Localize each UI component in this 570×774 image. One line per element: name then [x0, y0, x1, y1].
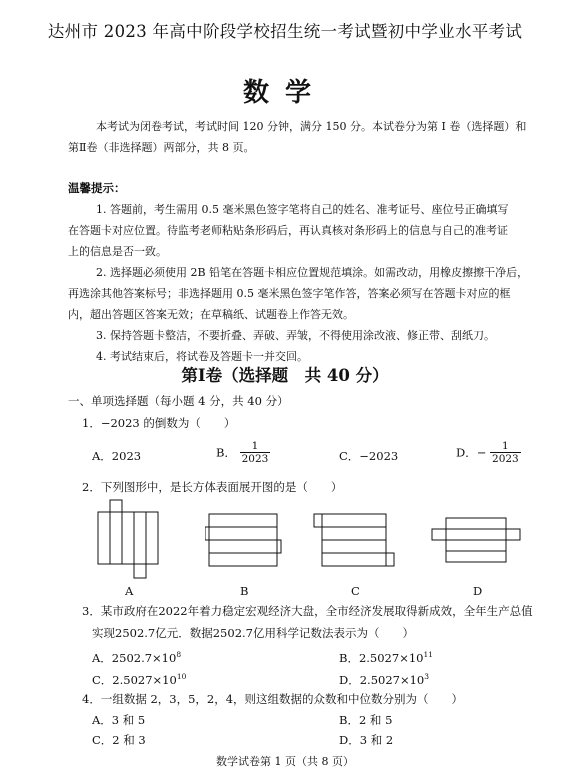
q3-option-a-text: A．2502.7×10 — [92, 650, 177, 665]
intro-line-2: 第Ⅱ卷（非选择题）两部分，共 8 页。 — [68, 141, 255, 154]
q1-option-b-fraction — [240, 440, 271, 465]
q1-option-a: A．2023 — [92, 449, 142, 463]
figure-d-left-face — [432, 529, 446, 540]
q1-b-numerator: 1 — [251, 440, 259, 452]
q1-d-numerator: 1 — [502, 440, 509, 452]
q1-option-c: C．−2023 — [339, 449, 399, 463]
notice-line: 3. 保持答题卡整洁，不要折叠、弄破、弄皱，不得使用涂改液、修正带、刮纸刀。 — [96, 329, 495, 342]
figure-a-top-face — [110, 500, 122, 512]
notice-line: 内，超出答题区答案无效；在草稿纸、试题卷上作答无效。 — [68, 308, 354, 321]
q3-option-b-exponent: 11 — [423, 650, 434, 659]
figure-b-right-face — [277, 540, 281, 553]
q1-option-d-label: D．− — [456, 445, 487, 460]
figure-a-label: A — [125, 584, 134, 598]
q4-option-a: A．3 和 5 — [92, 713, 146, 727]
figure-d-label: D — [473, 584, 483, 598]
figure-c — [310, 508, 400, 570]
figure-c-right-face — [386, 553, 394, 566]
notice-line: 在答题卡对应位置。待监考老师粘贴条形码后，再认真核对条形码上的信息与自己的准考证 — [68, 224, 508, 237]
q1-b-denominator: 2023 — [241, 453, 269, 465]
figure-c-label: C — [351, 584, 360, 598]
figure-a-body — [98, 512, 158, 564]
q4-option-d: D．3 和 2 — [339, 733, 394, 747]
question-4-stem: 4．一组数据 2，3，5，2，4，则这组数据的众数和中位数分别为（ ） — [82, 692, 464, 706]
q4-option-b: B．2 和 5 — [339, 713, 393, 727]
q1-option-b-label: B． — [216, 445, 236, 460]
q3-option-c — [92, 668, 186, 689]
notice-line: 2. 选择题必须使用 2B 铅笔在答题卡相应位置规范填涂。如需改动，用橡皮擦擦干净后， — [96, 266, 529, 279]
notice-line: 再选涂其他答案标号；非选择题用 0.5 毫米黑色签字笔作答，答案必须写在答题卡对应的框 — [68, 287, 511, 300]
q3-option-b-text: B．2.5027×10 — [339, 650, 424, 665]
q3-option-a-exponent: 8 — [176, 650, 182, 659]
q1-option-d-fraction — [490, 440, 521, 465]
figure-c-left-face — [314, 514, 322, 527]
q1-option-d — [456, 440, 521, 465]
question-2-stem: 2．下列图形中，是长方体表面展开图的是（ ） — [82, 480, 343, 494]
figure-b-label: B — [240, 584, 249, 598]
q3-option-c-text: C．2.5027×10 — [92, 672, 177, 687]
notice-line: 4. 考试结束后，将试卷及答题卡一并交回。 — [96, 350, 308, 363]
notice-line: 1. 答题前，考生需用 0.5 毫米黑色签字笔将自己的姓名、准考证号、座位号正确填写 — [96, 203, 509, 216]
figure-d-right-face — [506, 529, 520, 540]
q3-option-d-text: D．2.5027×10 — [339, 672, 425, 687]
exam-title: 达州市 2023 年高中阶段学校招生统一考试暨初中学业水平考试 — [47, 22, 523, 41]
part-heading: 一、单项选择题（每小题 4 分，共 40 分） — [68, 394, 289, 408]
q1-option-b — [216, 440, 270, 465]
intro-line-1: 本考试为闭卷考试，考试时间 120 分钟，满分 150 分。本试卷分为第 Ⅰ 卷（选择题）和 — [96, 120, 527, 133]
figure-a — [96, 498, 166, 584]
q1-d-denominator: 2023 — [492, 453, 519, 465]
figure-d — [430, 514, 530, 566]
notice-title: 温馨提示： — [68, 181, 126, 195]
figure-b — [205, 508, 285, 570]
page-footer: 数学试卷第 1 页（共 8 页） — [216, 755, 354, 768]
question-3-stem-2: 实现2502.7亿元．数据2502.7亿用科学记数法表示为（ ） — [92, 626, 414, 640]
question-1-stem: 1．−2023 的倒数为（ ） — [82, 416, 236, 430]
q3-option-d — [339, 668, 429, 689]
notice-line: 上的信息是否一致。 — [68, 245, 167, 258]
q3-option-a — [92, 646, 181, 667]
subject-title: 数学 — [242, 78, 327, 108]
figure-b-left-face — [205, 527, 209, 540]
q3-option-d-exponent: 3 — [424, 672, 430, 681]
q3-option-c-exponent: 10 — [176, 672, 187, 681]
q4-option-c: C．2 和 3 — [92, 733, 146, 747]
figure-a-bottom-face — [134, 564, 146, 578]
q3-option-b — [339, 646, 433, 667]
question-3-stem-1: 3．某市政府在2022年着力稳定宏观经济大盘，全市经济发展取得新成效，全年生产总值 — [82, 604, 533, 618]
section-heading: 第Ⅰ卷（选择题 共 40 分） — [181, 366, 389, 385]
